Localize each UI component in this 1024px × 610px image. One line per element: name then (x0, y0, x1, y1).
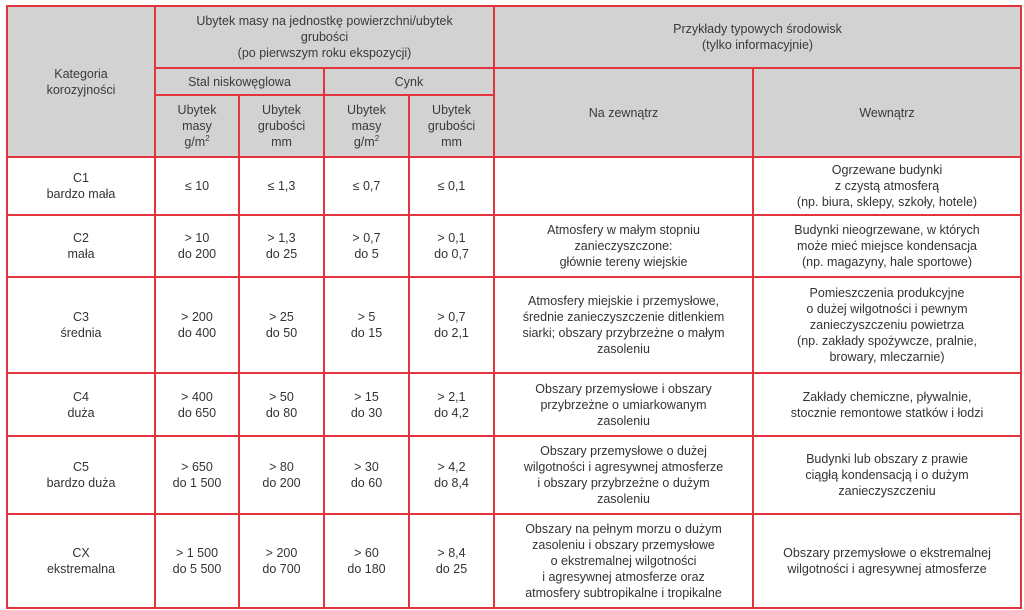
cell-zinc-mass: > 15 do 30 (324, 373, 409, 436)
cell-zinc-mass: > 0,7 do 5 (324, 215, 409, 277)
header-zinc: Cynk (324, 68, 494, 95)
cell-inside: Zakłady chemiczne, pływalnie, stocznie remontowe statków i łodzi (753, 373, 1021, 436)
header-steel-mass: Ubytek masy $g/m^2$ (155, 95, 239, 157)
cell-zinc-thickness: > 0,7 do 2,1 (409, 277, 494, 373)
unit-mass: $g/m^2$ (353, 133, 380, 149)
cell-steel-mass: > 1 500 do 5 500 (155, 514, 239, 608)
header-inside: Wewnątrz (753, 68, 1021, 157)
table-row-c3 (7, 277, 1021, 373)
cell-category: C2 mała (7, 215, 155, 277)
header-steel-thickness: Ubytek grubości mm (239, 95, 324, 157)
cell-category: C4 duża (7, 373, 155, 436)
cell-category: C3 średnia (7, 277, 155, 373)
cell-steel-mass: > 400 do 650 (155, 373, 239, 436)
header-category: Kategoria korozyjności (7, 6, 155, 157)
table-row-c4 (7, 373, 1021, 436)
cell-steel-mass: > 200 do 400 (155, 277, 239, 373)
cell-steel-mass: > 650 do 1 500 (155, 436, 239, 514)
header-examples: Przykłady typowych środowisk (tylko informacyjnie) (494, 6, 1021, 68)
cell-category: CX ekstremalna (7, 514, 155, 608)
cell-zinc-mass: > 60 do 180 (324, 514, 409, 608)
cell-inside: Budynki nieogrzewane, w których może mieć miejsce kondensacja (np. magazyny, hale sportowe) (753, 215, 1021, 277)
table-row-c2 (7, 215, 1021, 277)
cell-outside: Obszary przemysłowe o dużej wilgotności i agresywnej atmosferze i obszary przybrzeżne o dużym zasoleniu (494, 436, 753, 514)
cell-category: C1 bardzo mała (7, 157, 155, 215)
cell-steel-thickness: > 200 do 700 (239, 514, 324, 608)
cell-steel-thickness: > 50 do 80 (239, 373, 324, 436)
cell-inside: Pomieszczenia produkcyjne o dużej wilgotności i pewnym zanieczyszczeniu powietrza (np. zakłady spożywcze, pralnie, browary, mleczarnie) (753, 277, 1021, 373)
cell-zinc-mass: > 5 do 15 (324, 277, 409, 373)
cell-outside (494, 157, 753, 215)
header-outside: Na zewnątrz (494, 68, 753, 157)
cell-steel-mass: ≤ 10 (155, 157, 239, 215)
cell-zinc-thickness: ≤ 0,1 (409, 157, 494, 215)
cell-zinc-mass: > 30 do 60 (324, 436, 409, 514)
cell-steel-thickness: > 1,3 do 25 (239, 215, 324, 277)
cell-zinc-thickness: > 8,4 do 25 (409, 514, 494, 608)
header-steel: Stal niskowęglowa (155, 68, 324, 95)
cell-zinc-thickness: > 4,2 do 8,4 (409, 436, 494, 514)
header-zinc-mass: Ubytek masy $g/m^2$ (324, 95, 409, 157)
cell-zinc-mass: ≤ 0,7 (324, 157, 409, 215)
header-mass-loss: Ubytek masy na jednostkę powierzchni/ubytek grubości (po pierwszym roku ekspozycji) (155, 6, 494, 68)
cell-outside: Obszary na pełnym morzu o dużym zasoleniu i obszary przemysłowe o ekstremalnej wilgotności i agresywnej atmosferze oraz atmosfery subtropikalne i tropikalne (494, 514, 753, 608)
table-row-c5 (7, 436, 1021, 514)
cell-inside: Obszary przemysłowe o ekstremalnej wilgotności i agresywnej atmosferze (753, 514, 1021, 608)
corrosivity-table (6, 5, 1022, 609)
header-zinc-thickness: Ubytek grubości mm (409, 95, 494, 157)
table-row-cx (7, 514, 1021, 608)
cell-steel-mass: > 10 do 200 (155, 215, 239, 277)
cell-outside: Obszary przemysłowe i obszary przybrzeżne o umiarkowanym zasoleniu (494, 373, 753, 436)
unit-mass: $g/m^2$ (184, 133, 210, 149)
cell-steel-thickness: > 25 do 50 (239, 277, 324, 373)
cell-zinc-thickness: > 0,1 do 0,7 (409, 215, 494, 277)
unit-mm: mm (441, 135, 462, 149)
cell-steel-thickness: ≤ 1,3 (239, 157, 324, 215)
cell-outside: Atmosfery miejskie i przemysłowe, średnie zanieczyszczenie ditlenkiem siarki; obszary przybrzeżne o małym zasoleniu (494, 277, 753, 373)
unit-mm: mm (271, 135, 292, 149)
cell-steel-thickness: > 80 do 200 (239, 436, 324, 514)
cell-zinc-thickness: > 2,1 do 4,2 (409, 373, 494, 436)
cell-category: C5 bardzo duża (7, 436, 155, 514)
cell-inside: Ogrzewane budynki z czystą atmosferą (np. biura, sklepy, szkoły, hotele) (753, 157, 1021, 215)
table-row-c1 (7, 157, 1021, 215)
cell-outside: Atmosfery w małym stopniu zanieczyszczone: głównie tereny wiejskie (494, 215, 753, 277)
cell-inside: Budynki lub obszary z prawie ciągłą kondensacją i o dużym zanieczyszczeniu (753, 436, 1021, 514)
